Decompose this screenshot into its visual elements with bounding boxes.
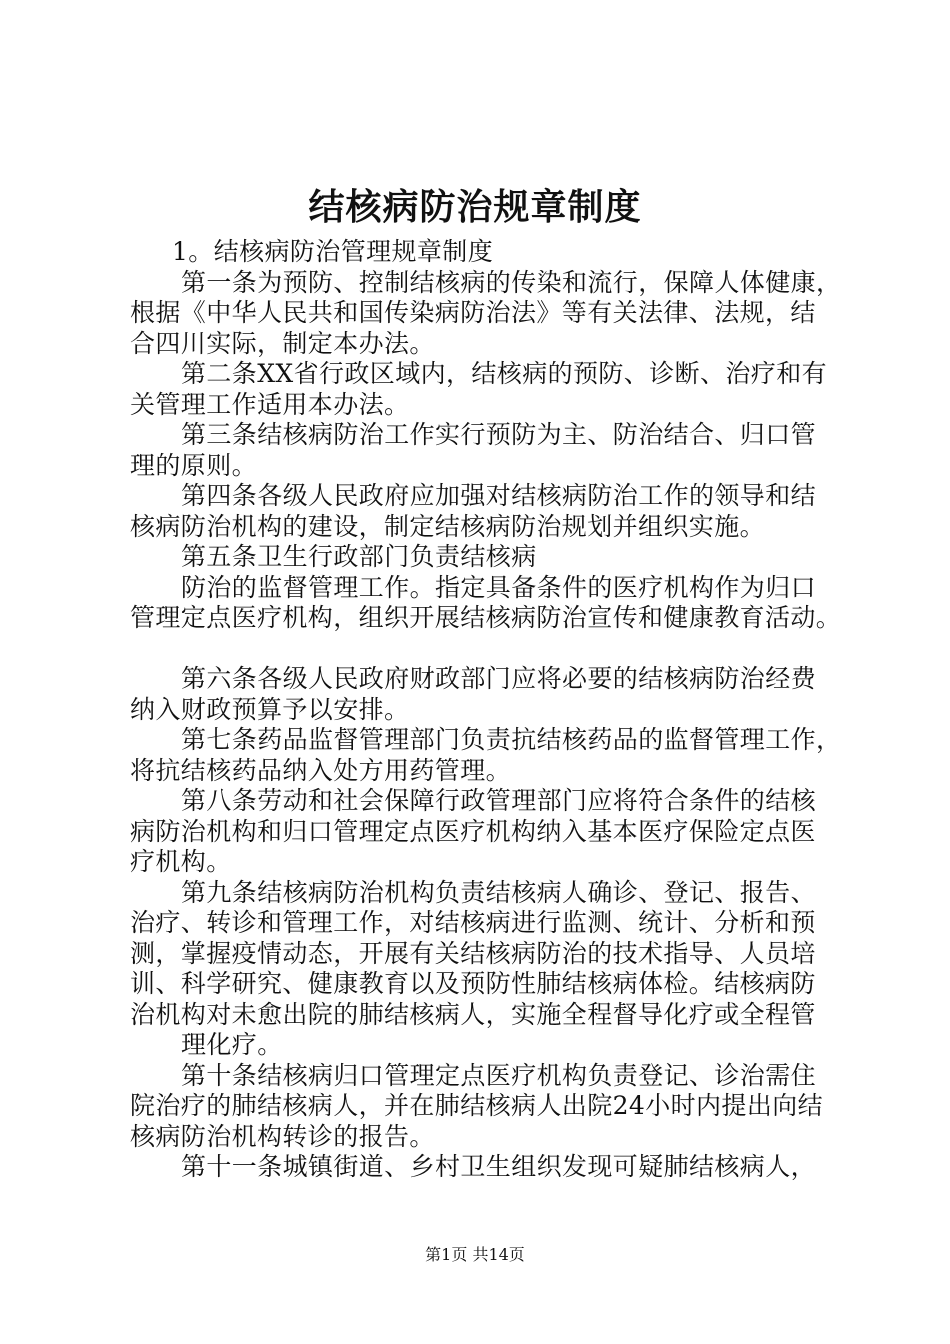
paragraph-line: 第九条结核病防治机构负责结核病人确诊、登记、报告、 [181, 877, 817, 907]
paragraph-line: 第四条各级人民政府应加强对结核病防治工作的领导和结 [181, 481, 817, 510]
paragraph-line: 测，掌握疫情动态，开展有关结核病防治的技术指导、人员培 [130, 938, 816, 968]
section-heading: 1。结核病防治管理规章制度 [172, 237, 494, 266]
paragraph-line: 训、科学研究、健康教育以及预防性肺结核病体检。结核病防 [130, 969, 816, 998]
paragraph-line: 第三条结核病防治工作实行预防为主、防治结合、归口管 [181, 420, 817, 449]
paragraph-line: 根据《中华人民共和国传染病防治法》等有关法律、法规，结 [130, 298, 816, 327]
paragraph-line: 病防治机构和归口管理定点医疗机构纳入基本医疗保险定点医 [130, 816, 816, 846]
paragraph-line: 第一条为预防、控制结核病的传染和流行，保障人体健康， [181, 267, 842, 297]
paragraph-line: 第五条卫生行政部门负责结核病 [181, 542, 537, 571]
paragraph-line: 治疗、转诊和管理工作，对结核病进行监测、统计、分析和预 [130, 908, 816, 937]
paragraph-line: 院治疗的肺结核病人，并在肺结核病人出院24小时内提出向结 [130, 1091, 824, 1120]
paragraph-line: 管理定点医疗机构，组织开展结核病防治宣传和健康教育活动。 [130, 603, 842, 632]
paragraph-line: 第十一条城镇街道、乡村卫生组织发现可疑肺结核病人， [181, 1152, 817, 1181]
paragraph-line: 第六条各级人民政府财政部门应将必要的结核病防治经费 [181, 664, 817, 693]
paragraph-line: 纳入财政预算予以安排。 [130, 694, 410, 724]
paragraph-line: 治机构对未愈出院的肺结核病人，实施全程督导化疗或全程管 [130, 999, 816, 1029]
paragraph-line: 第二条XX省行政区域内，结核病的预防、诊断、治疗和有 [181, 359, 827, 388]
paragraph-line: 理化疗。 [181, 1030, 283, 1059]
paragraph-line: 核病防治机构的建设，制定结核病防治规划并组织实施。 [130, 511, 766, 541]
paragraph-line: 将抗结核药品纳入处方用药管理。 [130, 755, 512, 785]
document-title: 结核病防治规章制度 [308, 186, 642, 228]
paragraph-line: 防治的监督管理工作。指定具备条件的医疗机构作为归口 [181, 572, 817, 602]
paragraph-line: 疗机构。 [130, 847, 232, 876]
document-body [130, 237, 842, 1183]
paragraph-line: 关管理工作适用本办法。 [130, 389, 410, 419]
paragraph-line: 核病防治机构转诊的报告。 [130, 1121, 435, 1151]
page-number-footer: 第1页 共14页 [425, 1245, 525, 1264]
paragraph-line: 第八条劳动和社会保障行政管理部门应将符合条件的结核 [181, 786, 817, 815]
paragraph-line: 第十条结核病归口管理定点医疗机构负责登记、诊治需住 [181, 1060, 817, 1090]
blank-line [130, 634, 842, 665]
paragraph-line: 理的原则。 [130, 450, 258, 480]
paragraph-line: 第七条药品监督管理部门负责抗结核药品的监督管理工作， [181, 725, 842, 754]
paragraph-line: 合四川实际，制定本办法。 [130, 328, 435, 358]
